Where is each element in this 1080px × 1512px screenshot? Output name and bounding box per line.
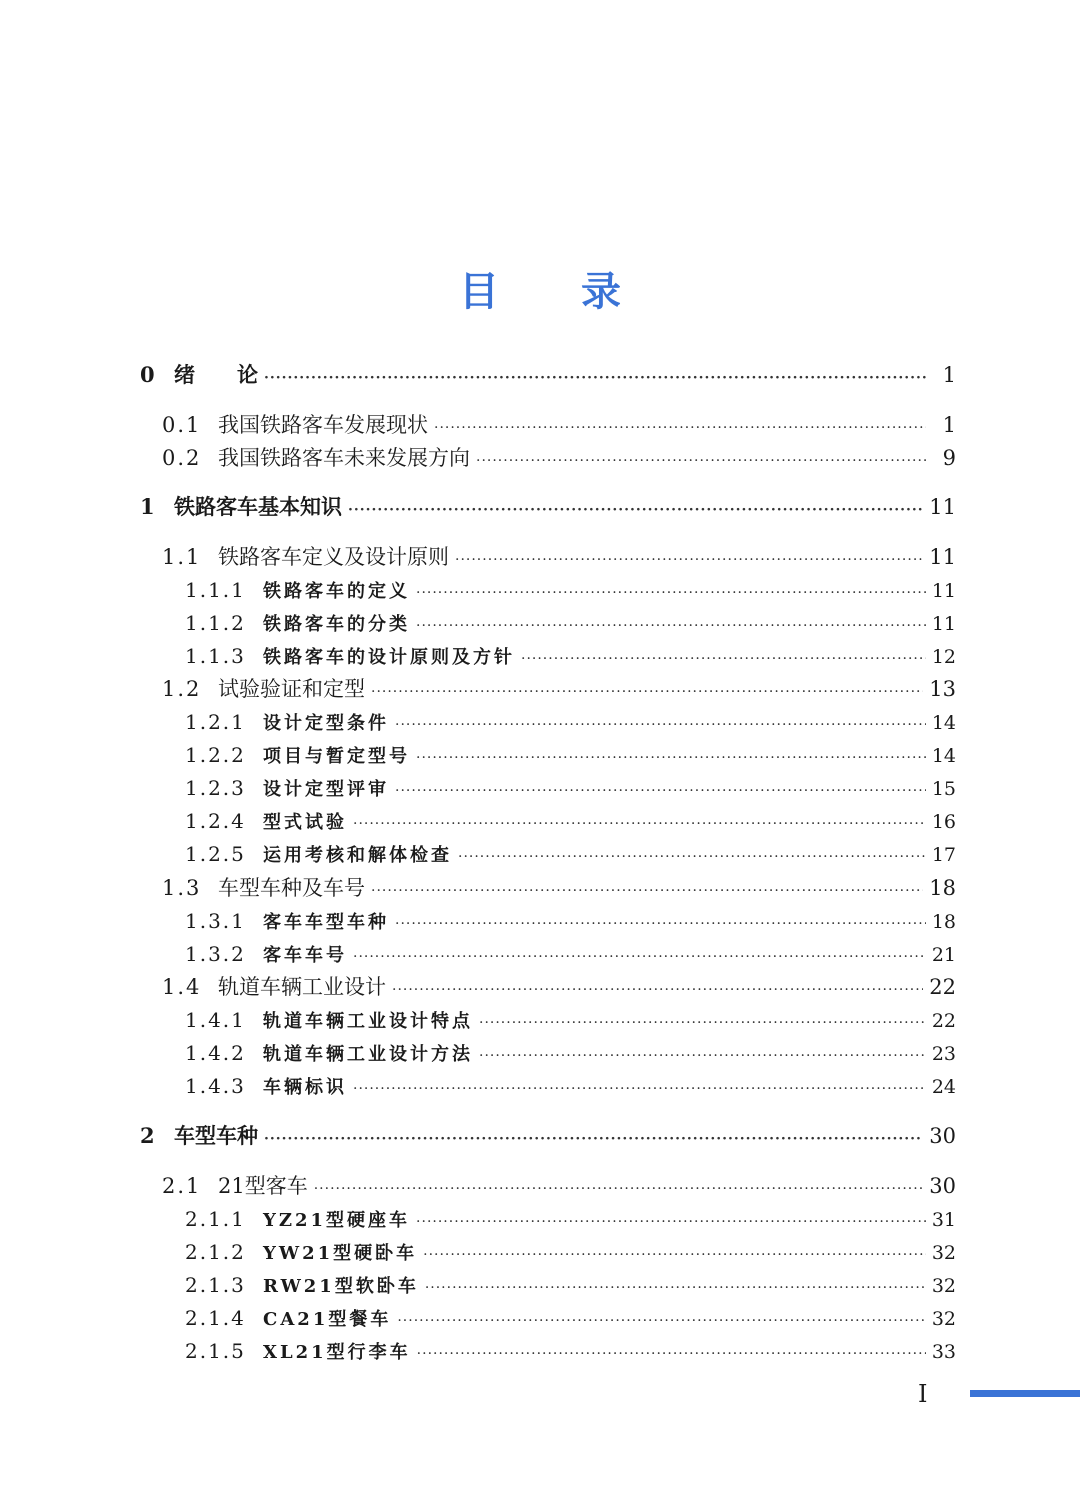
toc-entry[interactable]	[185, 1270, 956, 1300]
toc-page: 11	[931, 613, 956, 635]
toc-entry[interactable]	[162, 873, 956, 903]
dot-leader	[416, 611, 926, 641]
toc-title: 铁路客车基本知识	[174, 494, 342, 519]
toc-number: 2	[140, 1123, 157, 1148]
toc-page: 13	[929, 677, 956, 701]
toc-number: 0.1	[162, 413, 202, 437]
toc-number: 2.1.5	[185, 1339, 246, 1363]
toc-page: 16	[931, 811, 956, 833]
toc-title: 绪 论	[174, 362, 258, 387]
dot-leader	[392, 975, 923, 1005]
toc-number: 1.3	[162, 876, 202, 900]
toc-entry[interactable]	[185, 575, 956, 605]
toc-entry[interactable]	[185, 1005, 956, 1035]
toc-number: 1.4	[162, 975, 202, 999]
dot-leader	[479, 1041, 926, 1071]
toc-entry[interactable]	[162, 542, 956, 572]
toc-page: 18	[931, 911, 956, 933]
toc-entry[interactable]	[185, 939, 956, 969]
toc-entry[interactable]	[185, 1071, 956, 1101]
dot-leader	[416, 1207, 926, 1237]
toc-entry[interactable]	[162, 674, 956, 704]
toc-page: 12	[931, 646, 956, 668]
toc-title: 车辆标识	[263, 1077, 347, 1098]
toc-entry[interactable]	[185, 1336, 956, 1366]
toc-title: 轨道车辆工业设计特点	[263, 1011, 473, 1032]
toc-page: 32	[931, 1275, 956, 1297]
toc-number: 1.3.2	[185, 942, 246, 966]
toc-number: 1.2.4	[185, 809, 246, 833]
toc-page: 15	[931, 778, 956, 800]
toc-title: 客车车型车种	[263, 912, 389, 933]
toc-number: 0	[140, 362, 157, 387]
toc-chapter[interactable]	[140, 492, 956, 522]
dot-leader	[455, 545, 923, 575]
toc-entry[interactable]	[185, 608, 956, 638]
toc-entry[interactable]	[162, 410, 956, 440]
toc-number: 2.1.2	[185, 1240, 246, 1264]
toc-page: 1	[942, 363, 956, 387]
toc-number: 1.1.1	[185, 578, 246, 602]
toc-page: 24	[931, 1076, 956, 1098]
toc-entry[interactable]	[185, 906, 956, 936]
dot-leader	[434, 413, 926, 443]
toc-page: 23	[931, 1043, 956, 1065]
toc-number: 0.2	[162, 446, 202, 470]
toc-title: XL21型行李车	[263, 1342, 411, 1363]
toc-title: 试验验证和定型	[218, 677, 365, 701]
toc-title: 运用考核和解体检查	[263, 845, 452, 866]
toc-page: 31	[931, 1209, 956, 1231]
toc-entry[interactable]	[185, 641, 956, 671]
toc-title: 客车车号	[263, 945, 347, 966]
toc-title: 21型客车	[218, 1174, 308, 1198]
toc-page: 14	[931, 712, 956, 734]
toc-title: 我国铁路客车发展现状	[218, 413, 428, 437]
toc-entry[interactable]	[162, 972, 956, 1002]
toc-entry[interactable]	[185, 773, 956, 803]
dot-leader	[416, 743, 926, 773]
dot-leader	[395, 710, 926, 740]
dot-leader	[371, 677, 923, 707]
toc-title: 轨道车辆工业设计	[218, 975, 386, 999]
dot-leader	[353, 1074, 926, 1104]
toc-chapter[interactable]	[140, 360, 956, 390]
toc-title: 轨道车辆工业设计方法	[263, 1044, 473, 1065]
dot-leader	[416, 578, 926, 608]
dot-leader	[395, 776, 926, 806]
toc-title: YZ21型硬座车	[263, 1210, 411, 1231]
dot-leader	[476, 446, 926, 476]
toc-title: 车型车种及车号	[218, 876, 365, 900]
toc-page: 22	[931, 1010, 956, 1032]
dot-leader	[395, 909, 926, 939]
toc-title: 铁路客车定义及设计原则	[218, 545, 449, 569]
toc-number: 1.2.2	[185, 743, 246, 767]
toc-entry[interactable]	[185, 806, 956, 836]
toc-page: 11	[929, 545, 956, 569]
toc-page: 1	[942, 413, 956, 437]
toc-entry[interactable]	[185, 1204, 956, 1234]
toc-title: YW21型硬卧车	[263, 1243, 418, 1264]
toc-title: 铁路客车的分类	[263, 614, 410, 635]
toc-page: 22	[929, 975, 956, 999]
toc-page: 11	[931, 580, 956, 602]
dot-leader	[425, 1273, 926, 1303]
toc-number: 1.2.5	[185, 842, 246, 866]
toc-number: 1.1.2	[185, 611, 246, 635]
toc-page: 32	[931, 1242, 956, 1264]
toc-entry[interactable]	[185, 1038, 956, 1068]
toc-entry[interactable]	[185, 839, 956, 869]
toc-chapter[interactable]	[140, 1121, 956, 1151]
toc-number: 1.2	[162, 677, 202, 701]
toc-number: 2.1.3	[185, 1273, 246, 1297]
dot-leader	[371, 876, 923, 906]
dot-leader	[423, 1240, 926, 1270]
toc-page: 30	[929, 1174, 956, 1198]
toc-page: 14	[931, 745, 956, 767]
toc-page: 11	[929, 495, 956, 519]
toc-title: 铁路客车的设计原则及方针	[263, 647, 515, 668]
toc-page: 18	[929, 876, 956, 900]
toc-entry[interactable]	[185, 1303, 956, 1333]
toc-number: 1	[140, 494, 157, 519]
toc-title: 车型车种	[174, 1123, 258, 1148]
toc-number: 2.1.1	[185, 1207, 246, 1231]
toc-title: 设计定型条件	[263, 713, 389, 734]
dot-leader	[353, 809, 926, 839]
dot-leader	[264, 1124, 923, 1154]
toc-entry[interactable]	[185, 1237, 956, 1267]
toc-title: 我国铁路客车未来发展方向	[218, 446, 470, 470]
title-char-2: 录	[581, 269, 621, 315]
toc-number: 2.1.4	[185, 1306, 246, 1330]
toc-entry[interactable]	[185, 740, 956, 770]
toc-title: 型式试验	[263, 812, 347, 833]
toc-number: 2.1	[162, 1174, 202, 1198]
toc-page: 33	[931, 1341, 956, 1363]
toc-number: 1.1	[162, 545, 202, 569]
toc-title: RW21型软卧车	[263, 1276, 419, 1297]
toc-entry[interactable]	[162, 443, 956, 473]
toc-page: 21	[931, 944, 956, 966]
toc-page: 30	[929, 1124, 956, 1148]
dot-leader	[417, 1339, 926, 1369]
toc-number: 1.2.1	[185, 710, 246, 734]
toc-number: 1.4.1	[185, 1008, 246, 1032]
toc-number: 1.1.3	[185, 644, 246, 668]
toc-page: 9	[942, 446, 956, 470]
dot-leader	[458, 842, 926, 872]
accent-bar	[970, 1390, 1080, 1397]
toc-title: 设计定型评审	[263, 779, 389, 800]
dot-leader	[264, 363, 926, 393]
toc-page: 17	[931, 844, 956, 866]
toc-title: CA21型餐车	[263, 1309, 392, 1330]
page-number: I	[918, 1380, 928, 1408]
toc-number: 1.4.2	[185, 1041, 246, 1065]
toc-page: 32	[931, 1308, 956, 1330]
dot-leader	[397, 1306, 925, 1336]
dot-leader	[521, 644, 926, 674]
dot-leader	[314, 1174, 924, 1204]
toc-entry[interactable]	[185, 707, 956, 737]
toc-title: 项目与暂定型号	[263, 746, 410, 767]
dot-leader	[479, 1008, 926, 1038]
toc-entry[interactable]	[162, 1171, 956, 1201]
toc-title: 铁路客车的定义	[263, 581, 410, 602]
toc-number: 1.3.1	[185, 909, 246, 933]
dot-leader	[353, 942, 926, 972]
title-char-1: 目	[459, 269, 499, 315]
dot-leader	[348, 495, 923, 525]
toc-number: 1.4.3	[185, 1074, 246, 1098]
toc-number: 1.2.3	[185, 776, 246, 800]
